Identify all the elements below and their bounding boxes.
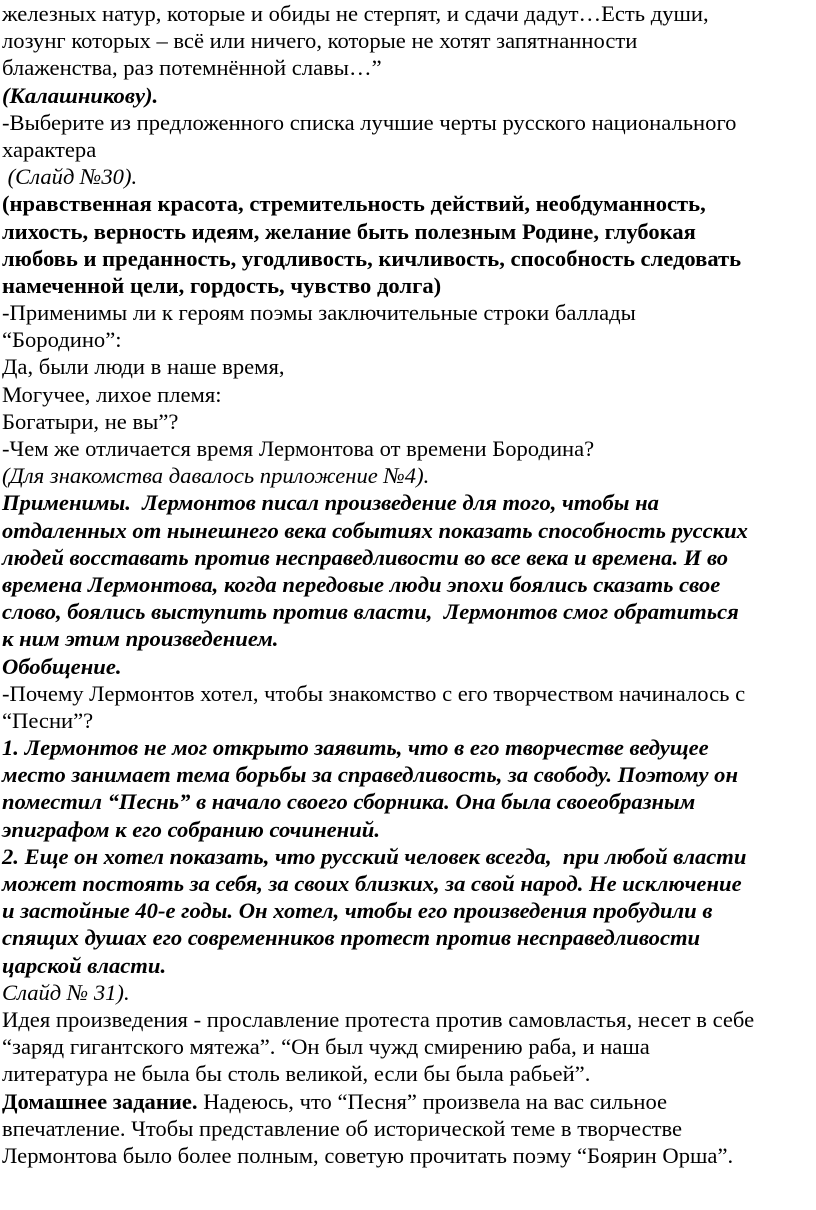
text-span: поместил “Песнь” в начало своего сборника. Она была своеобразным [2, 789, 696, 815]
text-line [2, 82, 814, 109]
text-span: может постоять за себя, за своих близких, за свой народ. Не исключение [2, 871, 742, 896]
text-line [2, 517, 814, 544]
text-line [2, 299, 814, 326]
text-span: “Бородино”: [2, 327, 122, 353]
text-line [2, 462, 814, 489]
text-span: литература не была бы столь великой, если бы была рабьей”. [2, 1061, 591, 1087]
text-span: отдаленных от нынешнего века событиях показать способность русских [2, 517, 748, 543]
text-span: Применимы. Лермонтов писал произведение для того, чтобы на [2, 490, 659, 516]
text-line [2, 952, 814, 979]
text-span: (Слайд №30). [2, 164, 138, 190]
text-span: к ним этим произведением. [2, 626, 279, 652]
text-line [2, 897, 814, 924]
text-line [2, 163, 814, 190]
text-span: впечатление. Чтобы представление об исторической теме в творчестве [2, 1115, 683, 1141]
text-span: и застойные 40-е годы. Он хотел, чтобы его произведения пробудили в [2, 898, 713, 924]
text-span: -Почему Лермонтов хотел, чтобы знакомство с его творчеством начиналось с [2, 680, 746, 706]
text-line [2, 870, 814, 897]
text-span: железных натур, которые и обиды не стерпят, и сдачи дадут…Есть души, [2, 1, 709, 26]
text-line [2, 788, 814, 815]
text-line [2, 245, 814, 272]
text-span: любовь и преданность, угодливость, кичливость, способность следовать [2, 245, 742, 271]
text-span: Надеюсь, что “Песня” произвела на вас сильное [197, 1088, 668, 1114]
text-span: Да, были люди в наше время, [2, 354, 285, 380]
text-line [2, 408, 814, 435]
text-span: характера [2, 136, 97, 162]
text-span: спящих душах его современников протест против несправедливости [2, 925, 701, 951]
text-span: лихость, верность идеям, желание быть полезным Родине, глубокая [2, 218, 696, 244]
text-line [2, 761, 814, 788]
text-line [2, 653, 814, 680]
text-line [2, 109, 814, 136]
text-line [2, 625, 814, 652]
text-line [2, 326, 814, 353]
text-span: блаженства, раз потемнённой славы…” [2, 55, 382, 81]
text-line [2, 979, 814, 1006]
text-line [2, 489, 814, 516]
text-line [2, 190, 814, 217]
text-span: “Песни”? [2, 707, 94, 733]
text-line [2, 27, 814, 54]
text-span: эпиграфом к его собранию сочинений. [2, 816, 380, 842]
text-line [2, 218, 814, 245]
text-line [2, 136, 814, 163]
text-span: лозунг которых – всё или ничего, которые не хотят запятнанности [2, 28, 638, 54]
text-span: людей восставать против несправедливости во все века и времена. И во [2, 544, 729, 570]
text-span: Лермонтова было более полным, советую прочитать поэму “Боярин Орша”. [2, 1142, 734, 1168]
text-span: “заряд гигантского мятежа”. “Он был чужд смирению раба, и наша [2, 1034, 650, 1060]
text-line [2, 571, 814, 598]
text-line [2, 353, 814, 380]
text-span: слово, боялись выступить против власти, Лермонтов смог обратиться [2, 599, 739, 625]
document-body [2, 0, 814, 1169]
text-line [2, 1088, 814, 1115]
text-line [2, 680, 814, 707]
text-line [2, 1142, 814, 1169]
text-line [2, 707, 814, 734]
text-line [2, 816, 814, 843]
text-line [2, 924, 814, 951]
text-line [2, 435, 814, 462]
document-page [2, 0, 814, 1169]
text-span: -Чем же отличается время Лермонтова от времени Бородина? [2, 436, 595, 461]
text-span: -Применимы ли к героям поэмы заключительные строки баллады [2, 300, 636, 326]
text-line [2, 0, 814, 27]
text-line [2, 381, 814, 408]
text-line [2, 1060, 814, 1087]
text-span: (нравственная красота, стремительность действий, необдуманность, [2, 191, 706, 217]
text-span: (Для знакомства давалось приложение №4). [2, 463, 430, 489]
text-span: намеченной цели, гордость, чувство долга) [2, 272, 442, 298]
text-span: 1. Лермонтов не мог открыто заявить, что в его творчестве ведущее [2, 735, 709, 761]
text-line [2, 598, 814, 625]
text-span: 2. Еще он хотел показать, что русский человек всегда, при любой власти [2, 843, 747, 869]
text-line [2, 272, 814, 299]
heading-label: Домашнее задание. [2, 1088, 198, 1114]
text-span: Идея произведения - прославление протеста против самовластья, несет в себе [2, 1006, 755, 1032]
text-span: Обобщение. [2, 653, 122, 679]
text-line [2, 843, 814, 870]
text-line [2, 1033, 814, 1060]
text-span: (Калашникову). [2, 82, 159, 108]
text-line [2, 54, 814, 81]
text-line [2, 544, 814, 571]
text-line [2, 1115, 814, 1142]
text-span: Могучее, лихое племя: [2, 381, 222, 407]
text-span: место занимает тема борьбы за справедливость, за свободу. Поэтому он [2, 762, 739, 788]
text-span: времена Лермонтова, когда передовые люди эпохи боялись сказать свое [2, 571, 721, 597]
text-span: Богатыри, не вы”? [2, 408, 179, 434]
text-span: -Выберите из предложенного списка лучшие черты русского национального [2, 109, 737, 135]
text-span: царской власти. [2, 952, 167, 978]
text-span: Слайд № 31). [2, 979, 130, 1005]
text-line [2, 734, 814, 761]
text-line [2, 1006, 814, 1033]
